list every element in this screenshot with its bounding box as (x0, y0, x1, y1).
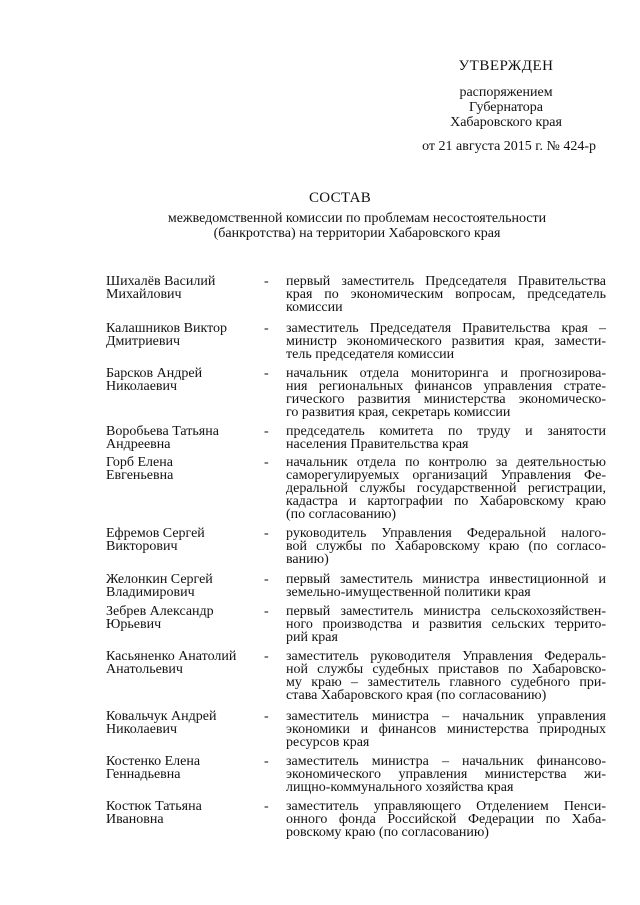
member-name-line: Викторович (106, 539, 178, 554)
document-title: СОСТАВ (308, 190, 372, 206)
member-position (286, 710, 606, 749)
document-title-block (0, 190, 640, 241)
member-name-line: Николаевич (106, 722, 178, 737)
member-name-line: Горб Елена (106, 455, 173, 470)
member-name-line: Костюк Татьяна (106, 799, 202, 814)
member-name (106, 605, 264, 644)
member-position-line: края по экономическим вопросам, председатель (286, 287, 606, 302)
member-position-line: начальник отдела мониторинга и прогнозирова- (286, 366, 606, 381)
member-row (106, 650, 606, 702)
member-position (286, 456, 606, 521)
member-name-line: Дмитриевич (106, 334, 181, 349)
member-dash: - (264, 321, 269, 336)
member-row (106, 425, 606, 451)
member-position-line: саморегулируемых организаций Управления Фе- (286, 468, 606, 483)
member-name (106, 275, 264, 314)
member-position-line: заместитель министра – начальник финансово- (286, 754, 606, 769)
document-subtitle-line: (банкротства) на территории Хабаровского края (213, 226, 501, 241)
member-dash: - (264, 649, 269, 664)
member-dash: - (264, 424, 269, 439)
member-name-line: Николаевич (106, 379, 178, 394)
member-name-line: Геннадьевна (106, 767, 181, 782)
member-position-line: земельно-имущественной политики края (286, 585, 531, 600)
member-dash: - (264, 604, 269, 619)
member-position (286, 425, 606, 451)
member-row (106, 710, 606, 749)
member-position-line: заместитель управляющего Отделением Пенси- (286, 799, 606, 814)
document-subtitle-line: межведомственной комиссии по проблемам несостоятельности (167, 211, 547, 226)
member-position-line: ной службы судебных приставов по Хабаровско- (286, 662, 606, 677)
approval-date: от 21 августа 2015 г. № 424-р (422, 139, 596, 154)
member-position (286, 322, 606, 361)
member-name-line: Андреевна (106, 437, 171, 452)
member-name (106, 322, 264, 361)
member-position-line: ния региональных финансов управления страте- (286, 379, 606, 394)
member-name (106, 710, 264, 749)
member-position-line: го развития края, секретарь комиссии (286, 405, 511, 420)
member-position-line: ного производства и развития сельских террито- (286, 617, 606, 632)
member-position-line: онного фонда Российской Федерации по Хаба- (286, 812, 606, 827)
approval-stamp (376, 58, 596, 155)
member-position-line: председатель комитета по труду и занятости (286, 424, 606, 439)
member-dash: - (264, 799, 269, 814)
member-position-line: гического развития министерства экономическо- (286, 392, 606, 407)
member-position-line: вой службы по Хабаровскому краю (по согласо- (286, 539, 606, 554)
member-name (106, 527, 264, 566)
member-position-line: министр экономического развития края, замести- (286, 334, 606, 349)
member-name-line: Костенко Елена (106, 754, 201, 769)
member-name-line: Анатольевич (106, 662, 183, 677)
member-position-line: ровскому краю (по согласованию) (286, 825, 489, 840)
member-name (106, 650, 264, 702)
member-position (286, 275, 606, 314)
member-name-line: Касьяненко Анатолий (106, 649, 237, 664)
member-name-line: Шихалёв Василий (106, 274, 216, 289)
member-position-line: населения Правительства края (286, 437, 469, 452)
member-name-line: Калашников Виктор (106, 321, 228, 336)
member-position-line: комиссии (286, 300, 343, 315)
member-position-line: первый заместитель министра инвестиционной и (286, 572, 606, 587)
member-row (106, 367, 606, 419)
member-name-line: Юрьевич (106, 617, 162, 632)
member-position (286, 605, 606, 644)
member-position-line: му краю – заместитель главного судебного при- (286, 675, 606, 690)
member-name-line: Барсков Андрей (106, 366, 203, 381)
member-position-line: экономики и финансов министерства природных (286, 722, 606, 737)
member-position-line: тель председателя комиссии (286, 347, 455, 362)
member-name-line: Воробьева Татьяна (106, 424, 219, 439)
member-position-line: ванию) (286, 552, 329, 567)
member-position-line: рий края (286, 630, 338, 645)
member-dash: - (264, 526, 269, 541)
member-position-line: деральной службы государственной регистрации, (286, 481, 606, 496)
member-position-line: кадастра и картографии по Хабаровскому краю (286, 494, 606, 509)
member-position (286, 527, 606, 566)
member-position (286, 800, 606, 839)
member-row (106, 275, 606, 314)
member-name-line: Владимирович (106, 585, 195, 600)
member-name-line: Желонкин Сергей (106, 572, 213, 587)
member-name-line: Евгеньевна (106, 468, 174, 483)
approval-line: распоряжением (459, 85, 553, 100)
member-row (106, 322, 606, 361)
member-name (106, 425, 264, 451)
member-name-line: Ивановна (106, 812, 164, 827)
member-name (106, 573, 264, 599)
member-position (286, 650, 606, 702)
member-name (106, 800, 264, 839)
member-position-line: руководитель Управления Федеральной налого- (286, 526, 606, 541)
member-position-line: заместитель Председателя Правительства края – (286, 321, 606, 336)
member-name (106, 367, 264, 419)
member-name-line: Ефремов Сергей (106, 526, 205, 541)
member-row (106, 755, 606, 794)
member-name-line: Зебрев Александр (106, 604, 214, 619)
member-position-line: ресурсов края (286, 735, 370, 750)
member-dash: - (264, 455, 269, 470)
member-position-line: (по согласованию) (286, 507, 397, 522)
member-dash: - (264, 572, 269, 587)
member-dash: - (264, 754, 269, 769)
members-list (106, 275, 606, 845)
member-row (106, 527, 606, 566)
approval-heading: УТВЕРЖДЕН (458, 58, 554, 74)
member-position-line: экономического управления министерства жи- (286, 767, 606, 782)
member-position-line: начальник отдела по контролю за деятельностью (286, 455, 606, 470)
member-name-line: Ковальчук Андрей (106, 709, 217, 724)
member-dash: - (264, 366, 269, 381)
member-dash: - (264, 274, 269, 289)
member-row (106, 800, 606, 839)
member-position-line: лищно-коммунального хозяйства края (286, 780, 514, 795)
member-name-line: Михайлович (106, 287, 182, 302)
member-position-line: первый заместитель Председателя Правительства (286, 274, 606, 289)
member-position-line: заместитель министра – начальник управления (286, 709, 606, 724)
approval-line: Губернатора (468, 100, 544, 115)
member-position-line: заместитель руководителя Управления Федераль- (286, 649, 606, 664)
member-name (106, 456, 264, 521)
member-position-line: первый заместитель министра сельскохозяйствен- (286, 604, 606, 619)
approval-line: Хабаровского края (450, 115, 562, 130)
member-row (106, 605, 606, 644)
member-position (286, 367, 606, 419)
member-row (106, 573, 606, 599)
member-position (286, 755, 606, 794)
member-row (106, 456, 606, 521)
member-dash: - (264, 709, 269, 724)
member-position-line: става Хабаровского края (по согласованию) (286, 688, 547, 703)
member-name (106, 755, 264, 794)
member-position (286, 573, 606, 599)
